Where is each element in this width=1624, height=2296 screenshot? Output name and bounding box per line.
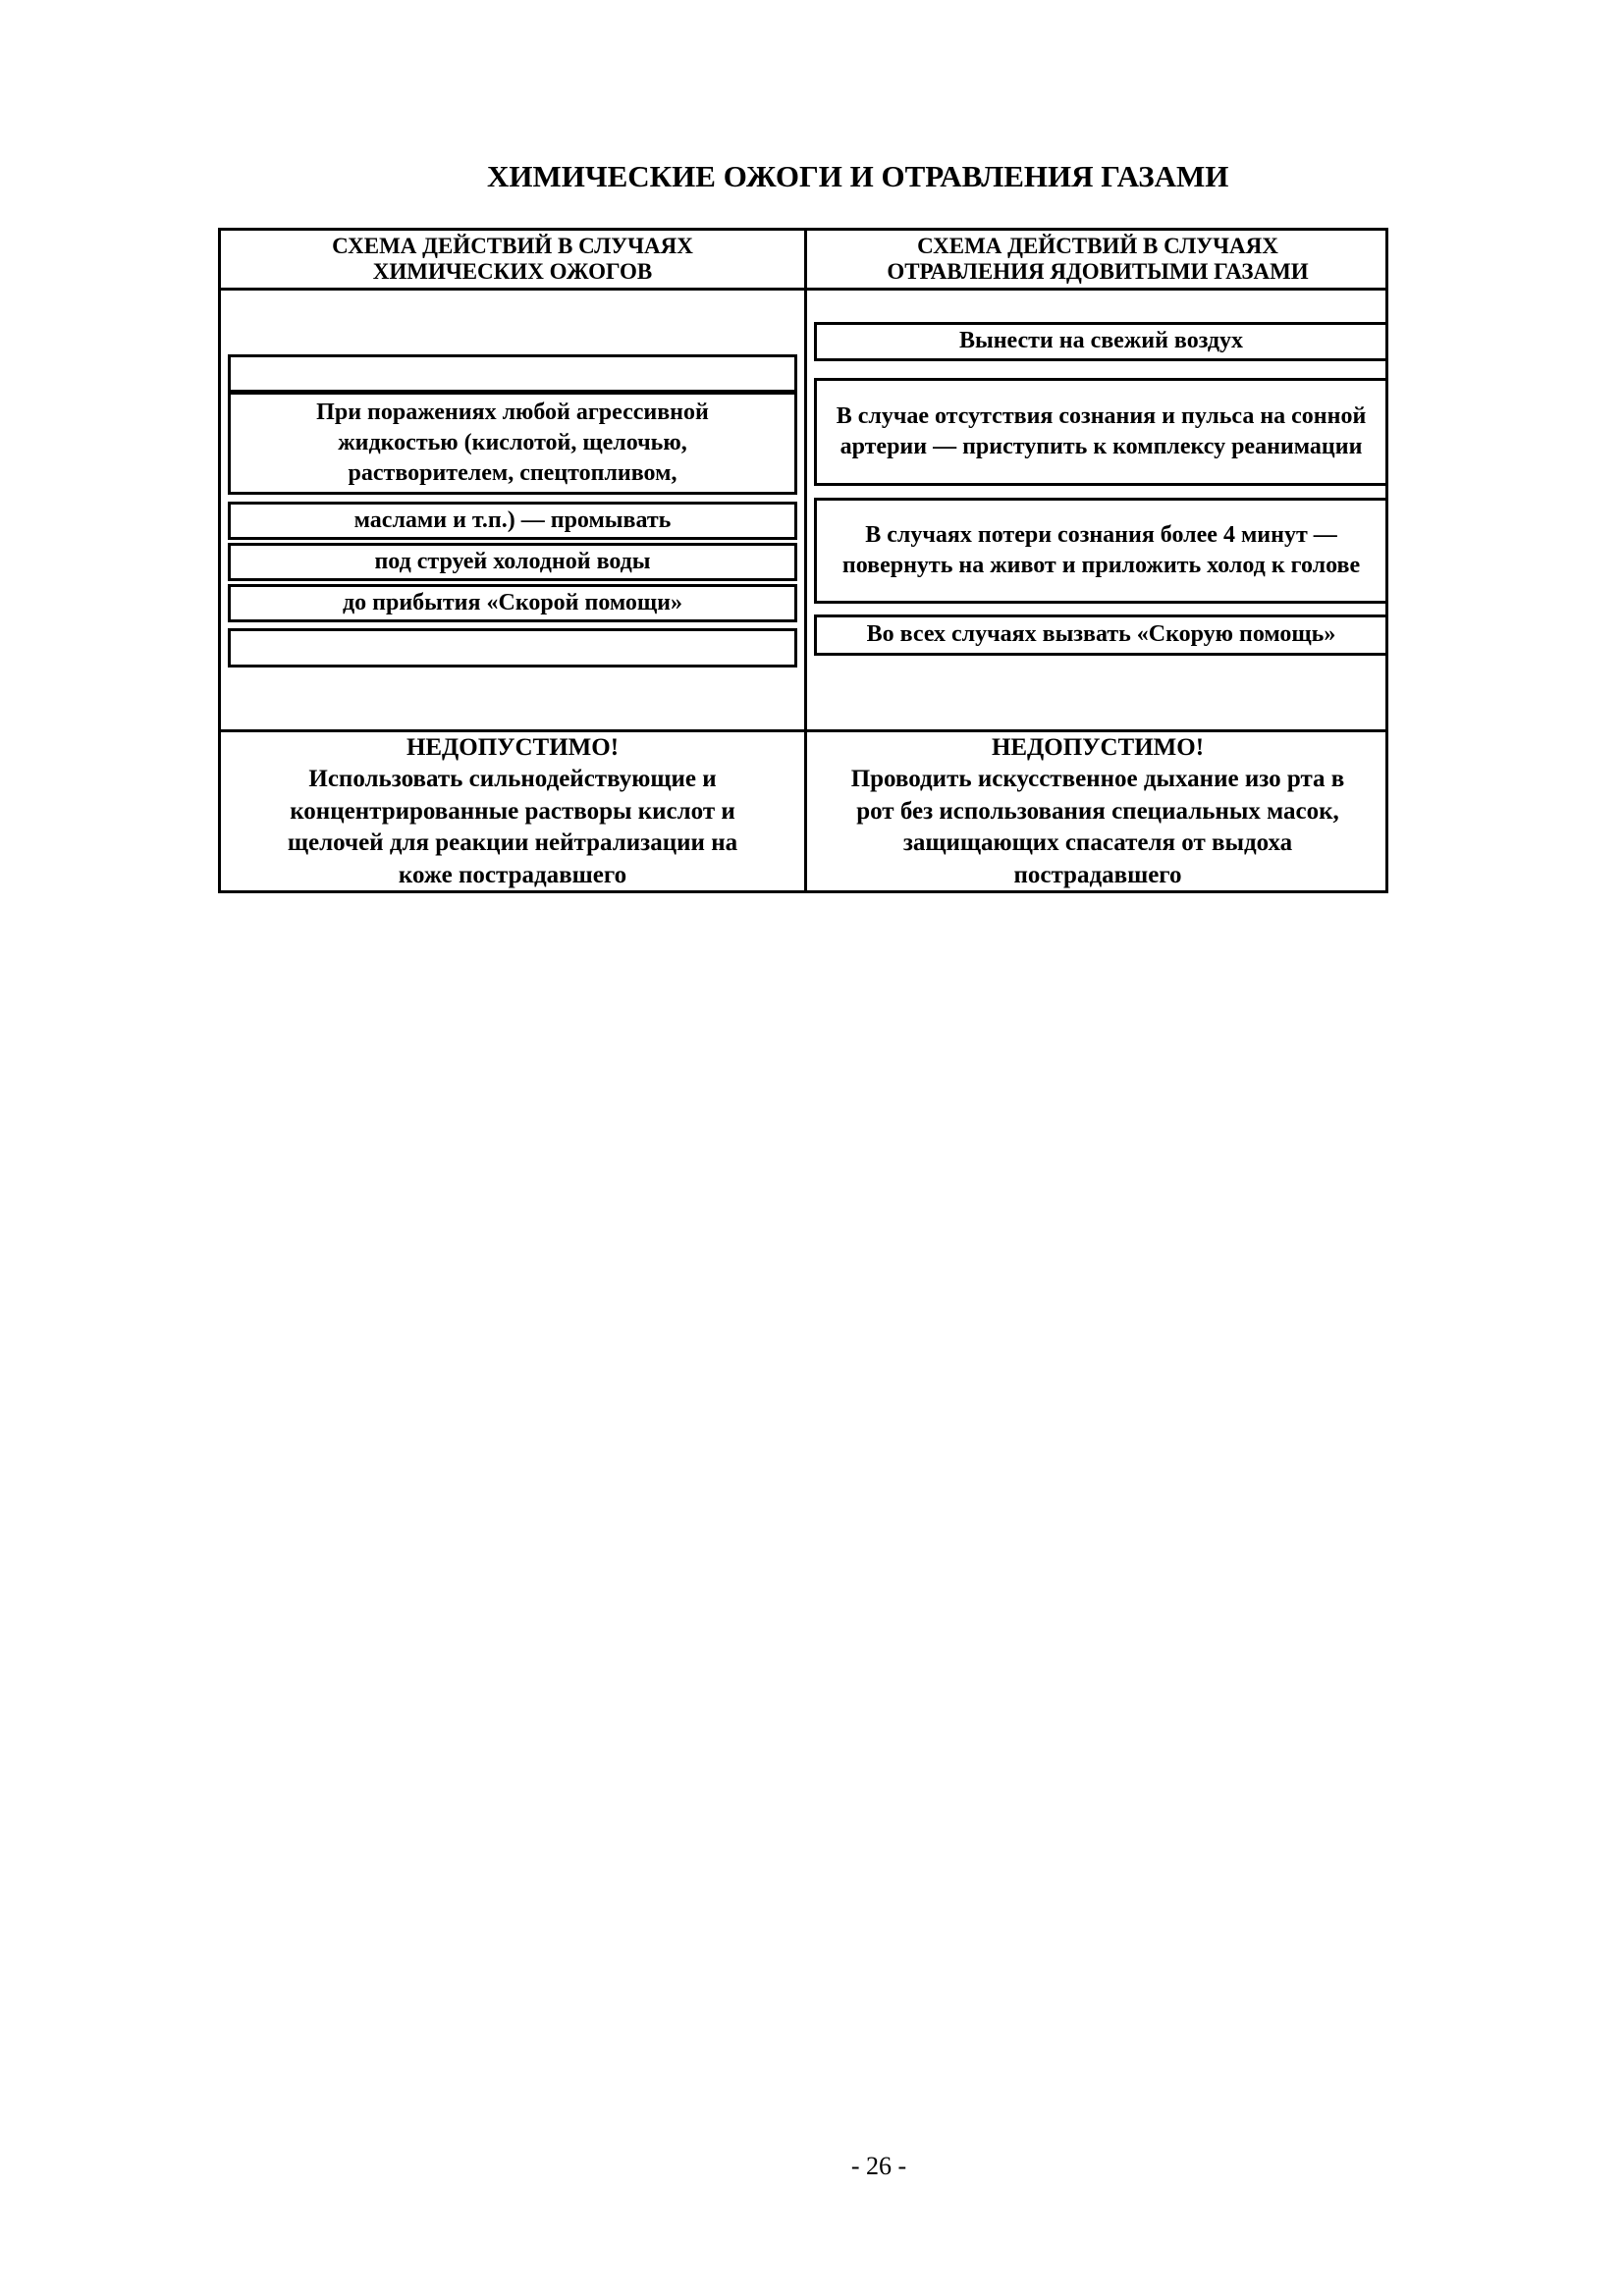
left-column-header: [221, 231, 804, 288]
right-step-box: [814, 378, 1388, 486]
left-step-box: [228, 628, 797, 667]
right-step-text: Во всех случаях вызвать «Скорую помощь»: [866, 621, 1336, 648]
right-warning-text: Проводить искусственное дыхание изо рта в рот без использования специальных масок, защищающих спасателя от выдоха пострадавшего: [850, 766, 1345, 888]
left-step-text: под струей холодной воды: [374, 548, 651, 574]
left-step-box: [228, 543, 797, 581]
left-step-text: При поражениях любой агрессивной жидкостью (кислотой, щелочью, растворителем, спецтопливом,: [316, 399, 709, 487]
right-step-text: В случаях потери сознания более 4 минут — повернуть на живот и приложить холод к голове: [841, 521, 1361, 578]
right-step-box: [814, 614, 1388, 656]
left-warning-text: Использовать сильнодействующие и концентрированные растворы кислот и щелочей для реакции нейтрализации на коже пострадавшего: [287, 766, 738, 888]
left-warning-title: НЕДОПУСТИМО!: [406, 733, 620, 761]
action-scheme-table: [218, 228, 1388, 893]
left-header-line-1: СХЕМА ДЕЙСТВИЙ В СЛУЧАЯХ: [332, 233, 693, 258]
right-step-text: Вынести на свежий воздух: [958, 328, 1244, 354]
right-step-text: В случае отсутствия сознания и пульса на сонной артерии — приступить к комплексу реанимации: [836, 402, 1367, 459]
right-step-box: [814, 498, 1388, 604]
left-step-box: [228, 584, 797, 622]
left-header-line-2: ХИМИЧЕСКИХ ОЖОГОВ: [372, 259, 653, 284]
right-warning-title: НЕДОПУСТИМО!: [991, 733, 1205, 761]
header-divider: [221, 288, 1385, 291]
left-step-box: [228, 354, 797, 393]
right-header-line-1: СХЕМА ДЕЙСТВИЙ В СЛУЧАЯХ: [917, 233, 1278, 258]
page-number: - 26 -: [850, 2152, 907, 2180]
left-step-text: маслами и т.п.) — промывать: [353, 507, 672, 533]
left-warning: [221, 732, 804, 891]
right-column-header: [807, 231, 1388, 288]
left-step-text: до прибытия «Скорой помощи»: [343, 589, 682, 615]
right-step-box: [814, 322, 1388, 361]
right-header-line-2: ОТРАВЛЕНИЯ ЯДОВИТЫМИ ГАЗАМИ: [887, 259, 1309, 284]
right-warning: [807, 732, 1388, 891]
page-title: ХИМИЧЕСКИЕ ОЖОГИ И ОТРАВЛЕНИЯ ГАЗАМИ: [487, 159, 1229, 193]
left-step-box: [228, 392, 797, 495]
left-step-box: [228, 502, 797, 540]
